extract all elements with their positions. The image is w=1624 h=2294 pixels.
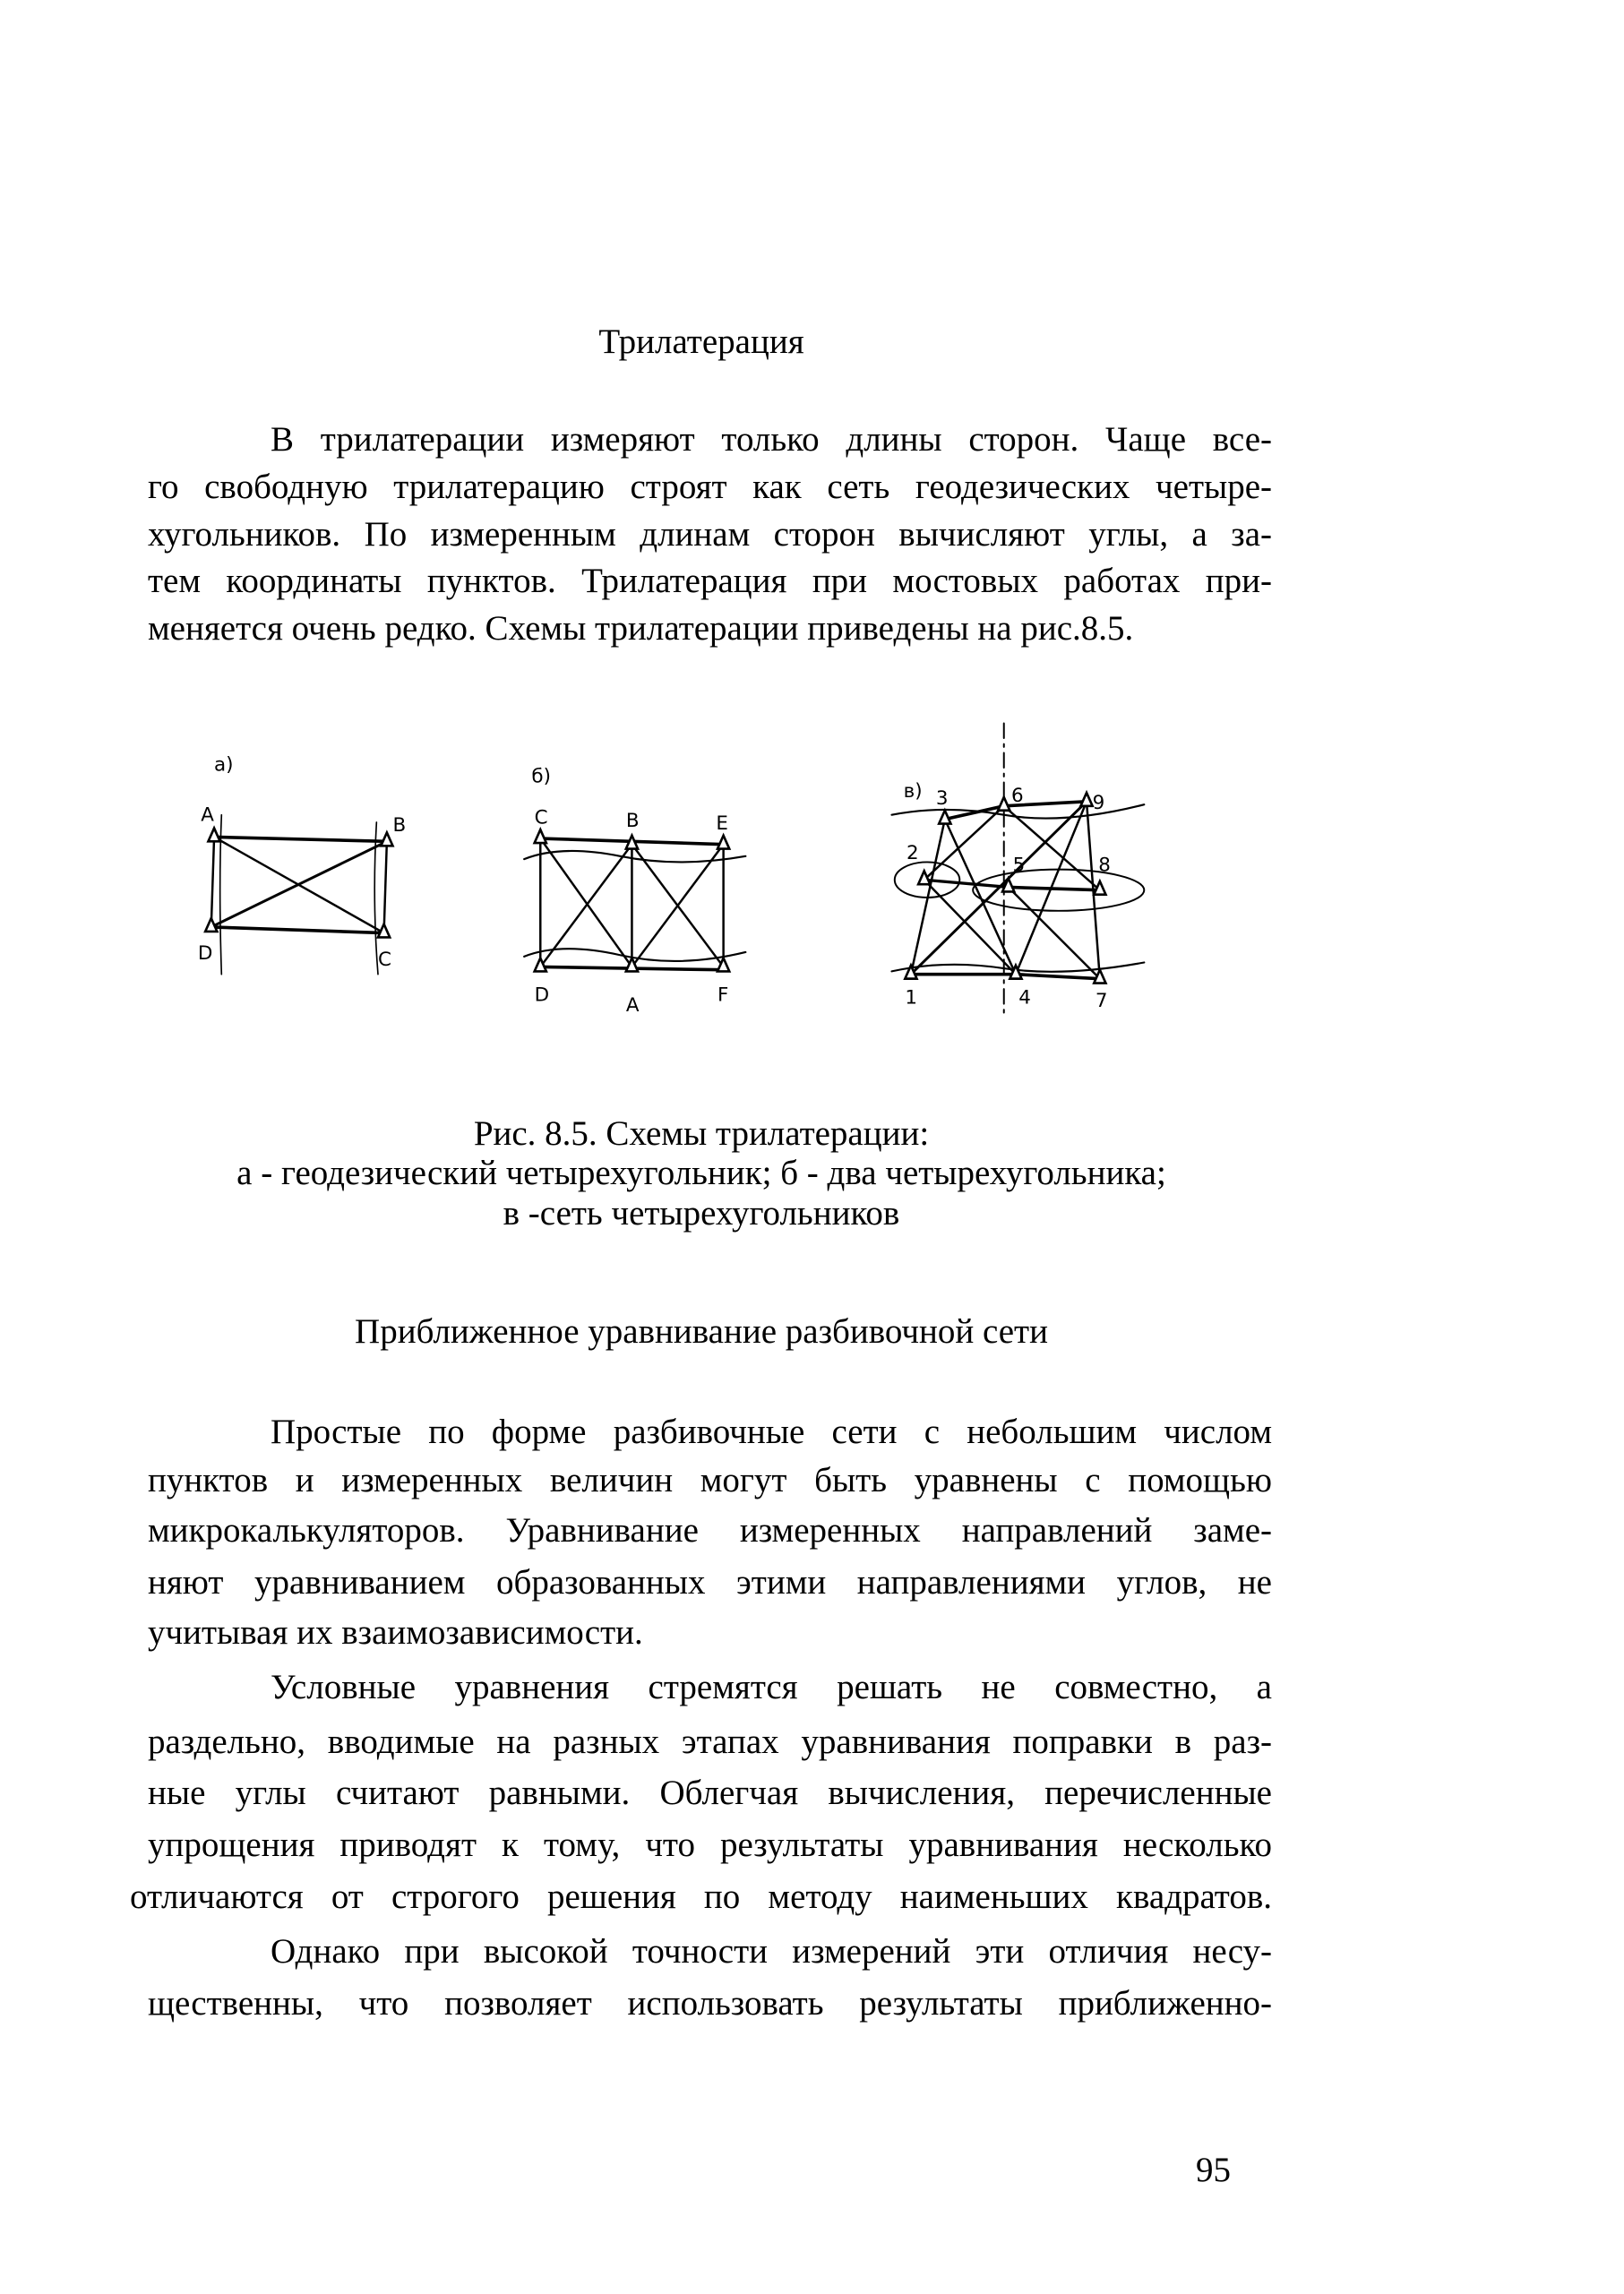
- page-number: 95: [1196, 2151, 1231, 2189]
- point-label: 3: [935, 787, 949, 811]
- point-label: 7: [1095, 989, 1108, 1012]
- paragraph-line: Однако при высокой точности измерений эти отличия несу-: [271, 1932, 1272, 1971]
- figure-caption-title: Рис. 8.5. Схемы трилатерации:: [473, 1114, 930, 1153]
- scheme-a-label: а): [214, 753, 234, 777]
- paragraph-line: няют уравниванием образованных этими направлениями углов, не: [148, 1563, 1272, 1602]
- figure-caption-line: в -сеть четырехугольников: [503, 1194, 900, 1233]
- paragraph-line: Условные уравнения стремятся решать не совместно, а: [271, 1668, 1272, 1706]
- point-label: 8: [1098, 854, 1111, 877]
- section-heading-adjustment: Приближенное уравнивание разбивочной сети: [355, 1312, 1048, 1351]
- section-heading-trilateration: Трилатерация: [598, 322, 804, 361]
- point-label: D: [197, 942, 213, 966]
- paragraph-line: раздельно, вводимые на разных этапах уравнивания поправки в раз-: [148, 1723, 1272, 1761]
- point-label: C: [377, 948, 391, 971]
- paragraph-line: меняется очень редко. Схемы трилатерации приведены на рис.8.5.: [148, 609, 1134, 648]
- paragraph-line: ные углы считают равными. Облегчая вычисления, перечисленные: [148, 1774, 1272, 1812]
- figure-caption-line: а - геодезический четырехугольник; б - два четырехугольника;: [236, 1154, 1166, 1192]
- paragraph-line: микрокалькуляторов. Уравнивание измеренных направлений заме-: [148, 1511, 1272, 1550]
- point-label: C: [534, 806, 548, 829]
- point-label: A: [625, 993, 640, 1017]
- paragraph-line: щественны, что позволяет использовать результаты приближенно-: [148, 1984, 1272, 2023]
- paragraph-line: учитывая их взаимозависимости.: [148, 1613, 643, 1652]
- point-label: 6: [1010, 784, 1024, 807]
- paragraph-line: тем координаты пунктов. Трилатерация при мостовых работах при-: [148, 562, 1272, 600]
- paragraph-line: пунктов и измеренных величин могут быть уравнены с помощью: [148, 1461, 1272, 1499]
- scheme-b: [524, 838, 745, 970]
- point-label: 9: [1092, 792, 1105, 815]
- paragraph-line: хугольников. По измеренным длинам сторон вычисляют углы, а за-: [148, 515, 1272, 554]
- point-label: 2: [906, 842, 919, 865]
- point-label: 5: [1012, 854, 1026, 877]
- paragraph-line: В трилатерации измеряют только длины сторон. Чаще все-: [271, 420, 1272, 459]
- paragraph-line: отличаются от строгого решения по методу наименьших квадратов.: [130, 1877, 1272, 1916]
- point-label: A: [201, 803, 214, 827]
- paragraph-line: упрощения приводят к тому, что результаты уравнивания несколько: [148, 1826, 1272, 1864]
- point-label: 1: [905, 986, 917, 1010]
- point-label: F: [717, 984, 729, 1007]
- scheme-a: [211, 815, 387, 975]
- paragraph-line: го свободную трилатерацию строят как сеть геодезических четыре-: [148, 468, 1272, 506]
- point-label: D: [534, 984, 550, 1007]
- point-label: B: [392, 813, 407, 837]
- point-label: B: [625, 809, 640, 832]
- point-label: E: [716, 812, 728, 836]
- scheme-v-label: в): [903, 779, 923, 803]
- scheme-b-label: б): [531, 765, 551, 788]
- point-label: 4: [1018, 986, 1031, 1010]
- paragraph-line: Простые по форме разбивочные сети с небольшим числом: [271, 1413, 1272, 1451]
